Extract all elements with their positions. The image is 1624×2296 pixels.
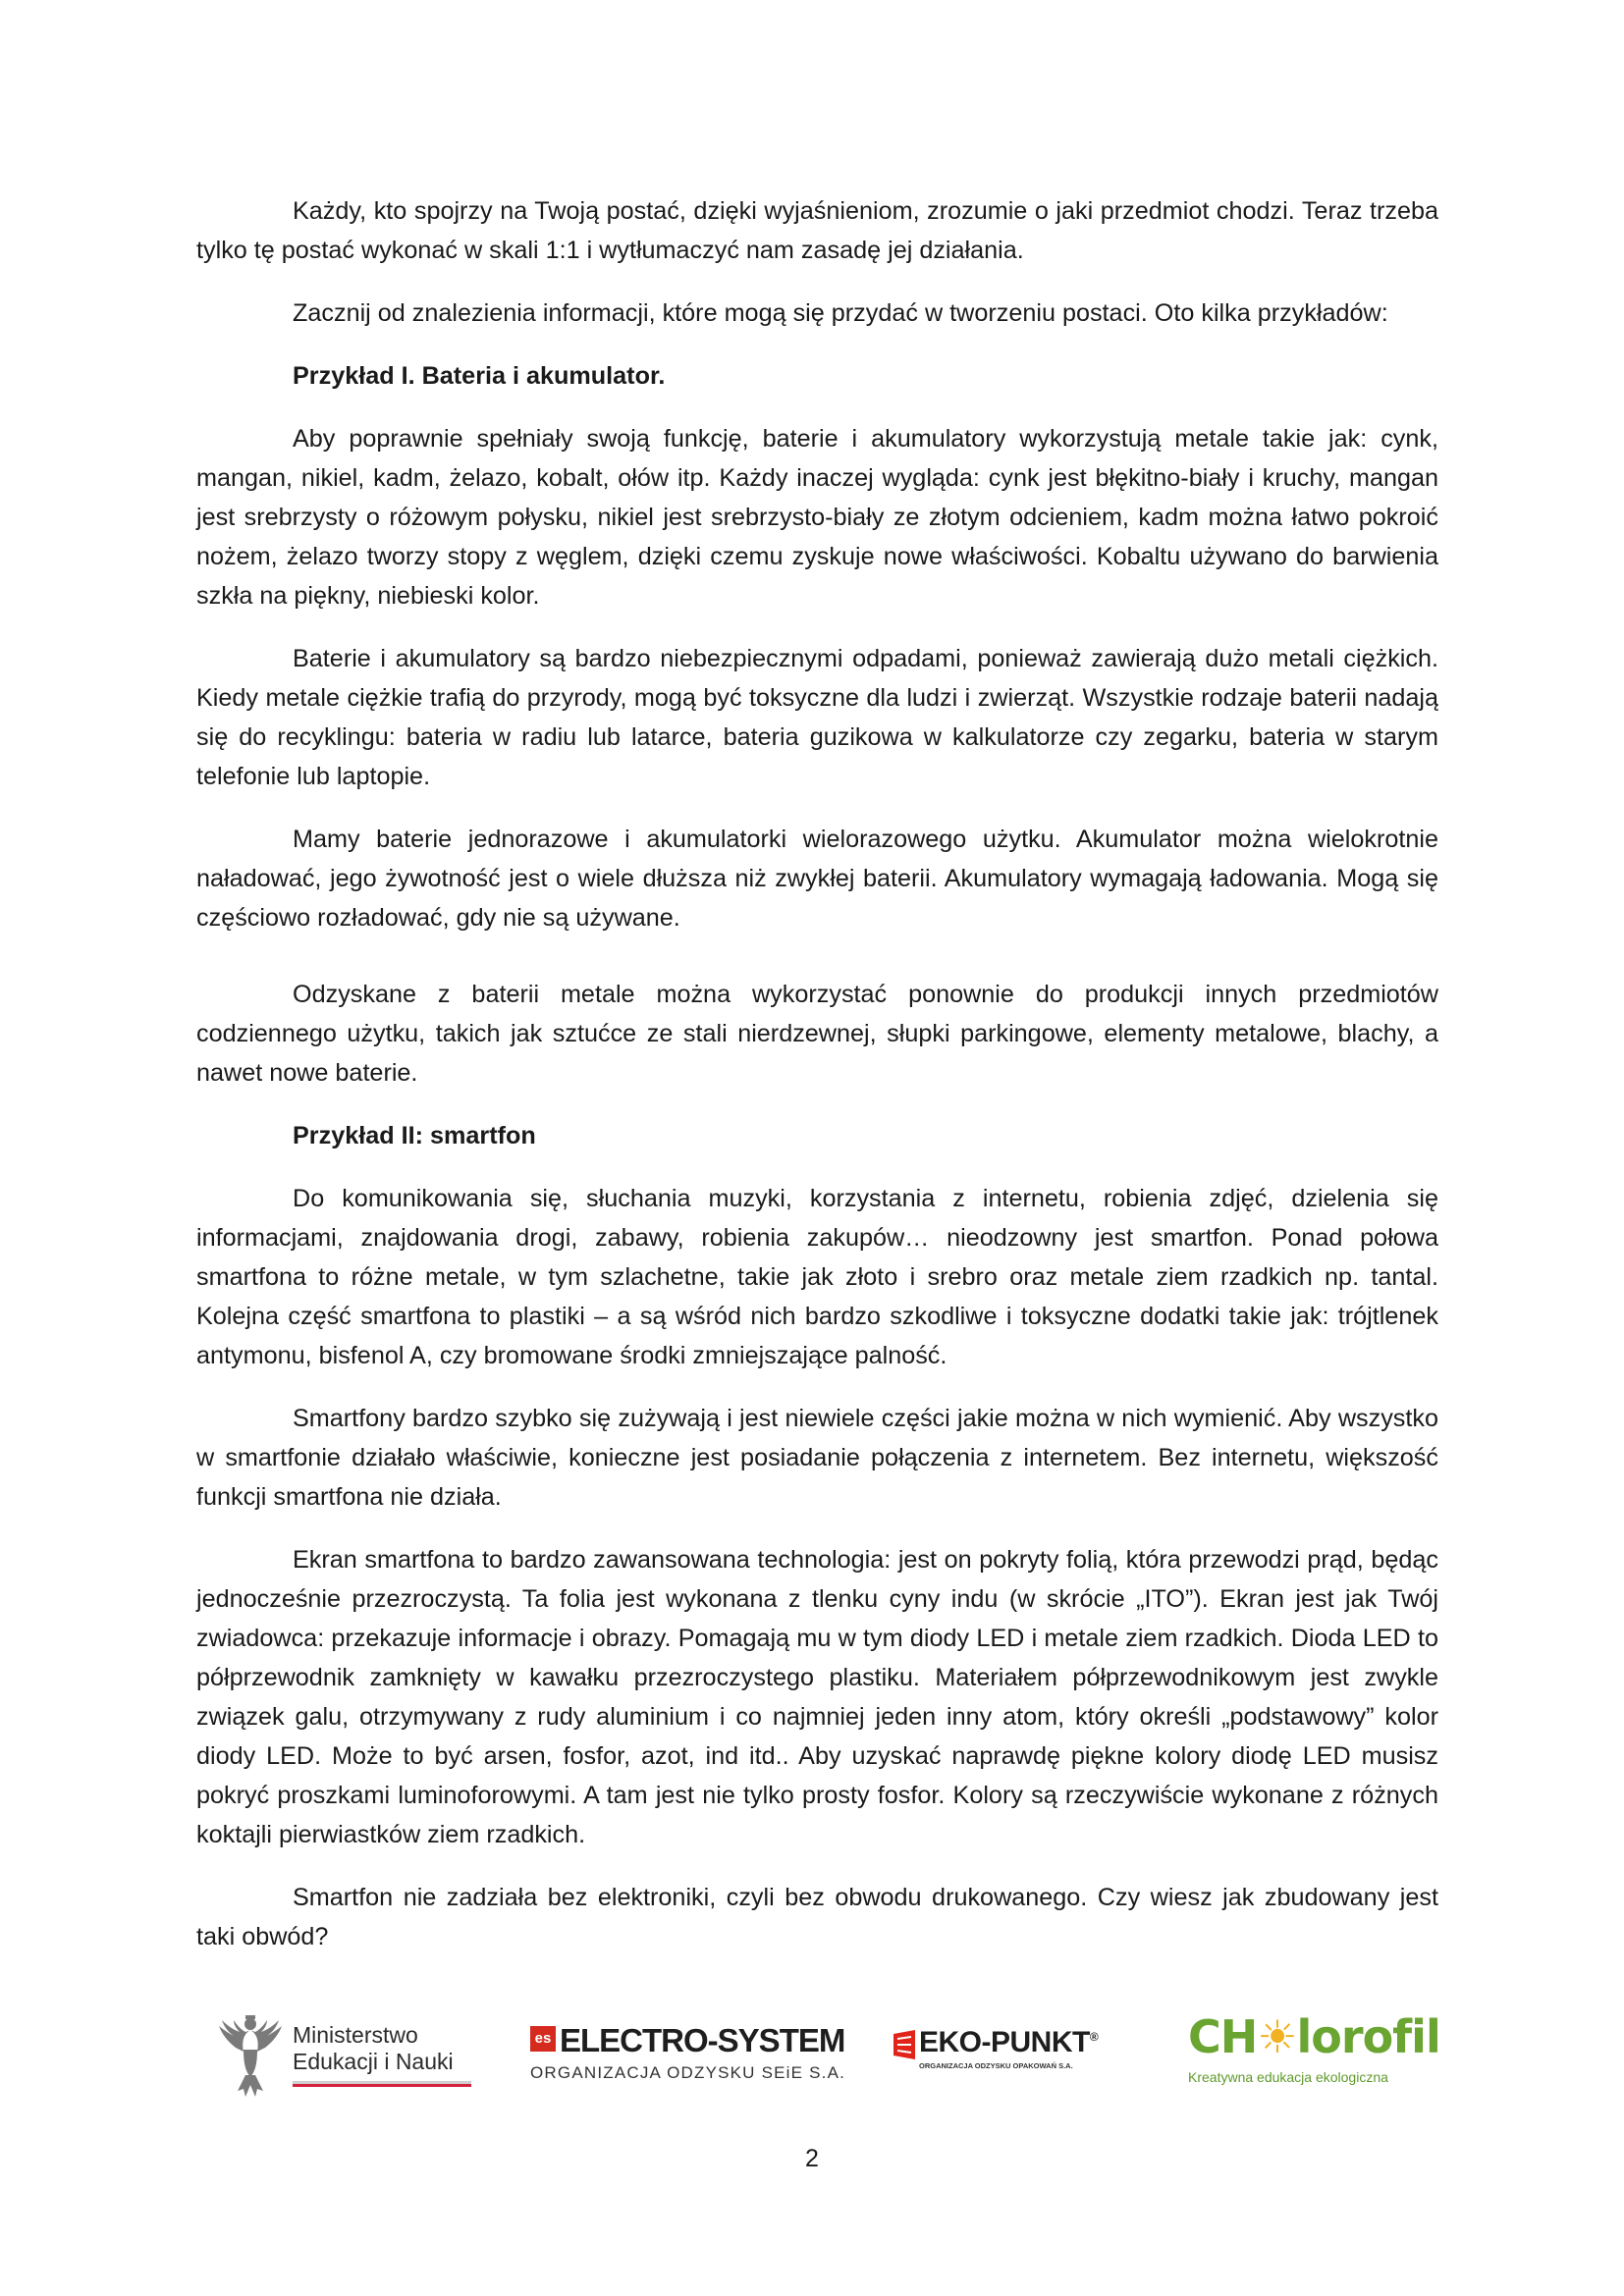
eko-punkt-title (919, 2026, 1098, 2059)
eagle-emblem-icon (216, 2012, 285, 2099)
chlorofil-title-end: lorofil (1296, 2010, 1440, 2063)
chlorofil-logo (1188, 2010, 1440, 2099)
chlorofil-subtitle: Kreatywna edukacja ekologiczna (1188, 2069, 1388, 2085)
electro-system-logo (530, 2022, 846, 2093)
eko-punkt-logo (893, 2026, 1139, 2089)
sponsor-logos (196, 2002, 1438, 2110)
eko-punkt-title-text: EKO-PUNKT (919, 2026, 1090, 2058)
page-number: 2 (805, 2145, 819, 2172)
paragraph-battery-danger: Baterie i akumulatory są bardzo niebezpiecznymi odpadami, ponieważ zawierają dużo metali ciężkich. Kiedy metale ciężkie trafią do przyrody, mogą być toksyczne dla ludzi i zwierząt. Wszystkie rodzaje baterii nadają się do recyklingu: bateria w radiu lub latarce, bateria guzikowa w kalkulatorze czy zegarku, bateria w starym telefonie lub laptopie. (196, 645, 1438, 790)
sun-icon: ☀ (1257, 2010, 1297, 2063)
paragraph-battery-metals: Aby poprawnie spełniały swoją funkcję, baterie i akumulatory wykorzystują metale takie jak: cynk, mangan, nikiel, kadm, żelazo, kobalt, ołów itp. Każdy inaczej wygląda: cynk jest błękitno-biały i kruchy, mangan jest srebrzysty o różowym połysku, nikiel jest srebrzysto-biały ze złotym odcieniem, kadm można łatwo pokroić nożem, żelazo tworzy stopy z węglem, dzięki czemu zyskuje nowe właściwości. Kobaltu używano do barwienia szkła na piękny, niebieski kolor. (196, 425, 1438, 610)
paragraph-smartphone-screen: Ekran smartfona to bardzo zawansowana technologia: jest on pokryty folią, która przewodzi prąd, będąc jednocześnie przezroczystą. Ta folia jest wykonana z tlenku cyny indu (w skrócie „ITO”). Ekran jest jak Twój zwiadowca: przekazuje informacje i obrazy. Pomagają mu w tym diody LED i metale ziem rzadkich. Dioda LED to półprzewodnik zamknięty w kawałku przezroczystego plastiku. Materiałem półprzewodnikowym jest zwykle związek galu, otrzymywany z rudy aluminium i co najmniej jeden inny atom, który określi „podstawowy” kolor diody LED. Może to być arsen, fosfor, azot, ind itd.. Aby uzyskać naprawdę piękne kolory diodę LED musisz pokryć proszkami luminoforowymi. A tam jest nie tylko prosty fosfor. Kolory są rzeczywiście wykonane z różnych koktajli pierwiastków ziem rzadkich. (196, 1546, 1438, 1848)
chlorofil-title-start: CH (1188, 2010, 1258, 2063)
section-heading-battery: Przykład I. Bateria i akumulator. (293, 362, 666, 390)
ministry-name-line1: Ministerstwo (293, 2022, 418, 2048)
paragraph-battery-types: Mamy baterie jednorazowe i akumulatorki wielorazowego użytku. Akumulator można wielokrotnie naładować, jego żywotność jest o wiele dłuższa niż zwykłej baterii. Akumulatory wymagają ładowania. Mogą się częściowo rozładować, gdy nie są używane. (196, 826, 1438, 932)
eko-punkt-mark-icon (893, 2030, 915, 2059)
ministry-name (293, 2022, 454, 2075)
chlorofil-title (1188, 2010, 1440, 2063)
paragraph-intro: Każdy, kto spojrzy na Twoją postać, dzięki wyjaśnieniom, zrozumie o jaki przedmiot chodzi. Teraz trzeba tylko tę postać wykonać w skali 1:1 i wytłumaczyć nam zasadę jej działania. (196, 197, 1438, 264)
paragraph-smartphone-metals: Do komunikowania się, słuchania muzyki, korzystania z internetu, robienia zdjęć, dzielenia się informacjami, znajdowania drogi, zabawy, robienia zakupów… nieodzowny jest smartfon. Ponad połowa smartfona to różne metale, w tym szlachetne, takie jak złoto i srebro oraz metale ziem rzadkich np. tantal. Kolejna część smartfona to plastiki – a są wśród nich bardzo szkodliwe i toksyczne dodatki takie jak: trójtlenek antymonu, bisfenol A, czy bromowane środki zmniejszające palność. (196, 1185, 1438, 1369)
ministry-name-line2: Edukacji i Nauki (293, 2049, 454, 2074)
electro-system-title: ELECTRO-SYSTEM (560, 2022, 845, 2058)
paragraph-smartphone-wear: Smartfony bardzo szybko się zużywają i jest niewiele części jakie można w nich wymienić. Aby wszystko w smartfonie działało właściwie, konieczne jest posiadanie połączenia z internetem. Bez internetu, większość funkcji smartfona nie działa. (196, 1405, 1438, 1511)
paragraph-smartphone-circuit: Smartfon nie zadziała bez elektroniki, czyli bez obwodu drukowanego. Czy wiesz jak zbudowany jest taki obwód? (196, 1884, 1438, 1950)
electro-system-mark: es (530, 2026, 556, 2052)
paragraph-battery-recovery: Odzyskane z baterii metale można wykorzystać ponownie do produkcji innych przedmiotów codziennego użytku, takich jak sztućce ze stali nierdzewnej, słupki parkingowe, elementy metalowe, blachy, a nawet nowe baterie. (196, 981, 1438, 1087)
flag-bar (293, 2081, 471, 2087)
electro-system-subtitle: ORGANIZACJA ODZYSKU SEiE S.A. (530, 2063, 846, 2082)
ministry-logo (216, 2012, 476, 2101)
eko-punkt-registered-mark: ® (1089, 2030, 1099, 2044)
document-body (196, 191, 1438, 1980)
paragraph-start: Zacznij od znalezienia informacji, które mogą się przydać w tworzeniu postaci. Oto kilka przykładów: (293, 299, 1388, 327)
eko-punkt-subtitle: ORGANIZACJA ODZYSKU OPAKOWAŃ S.A. (919, 2061, 1073, 2070)
section-heading-smartphone: Przykład II: smartfon (293, 1122, 536, 1149)
